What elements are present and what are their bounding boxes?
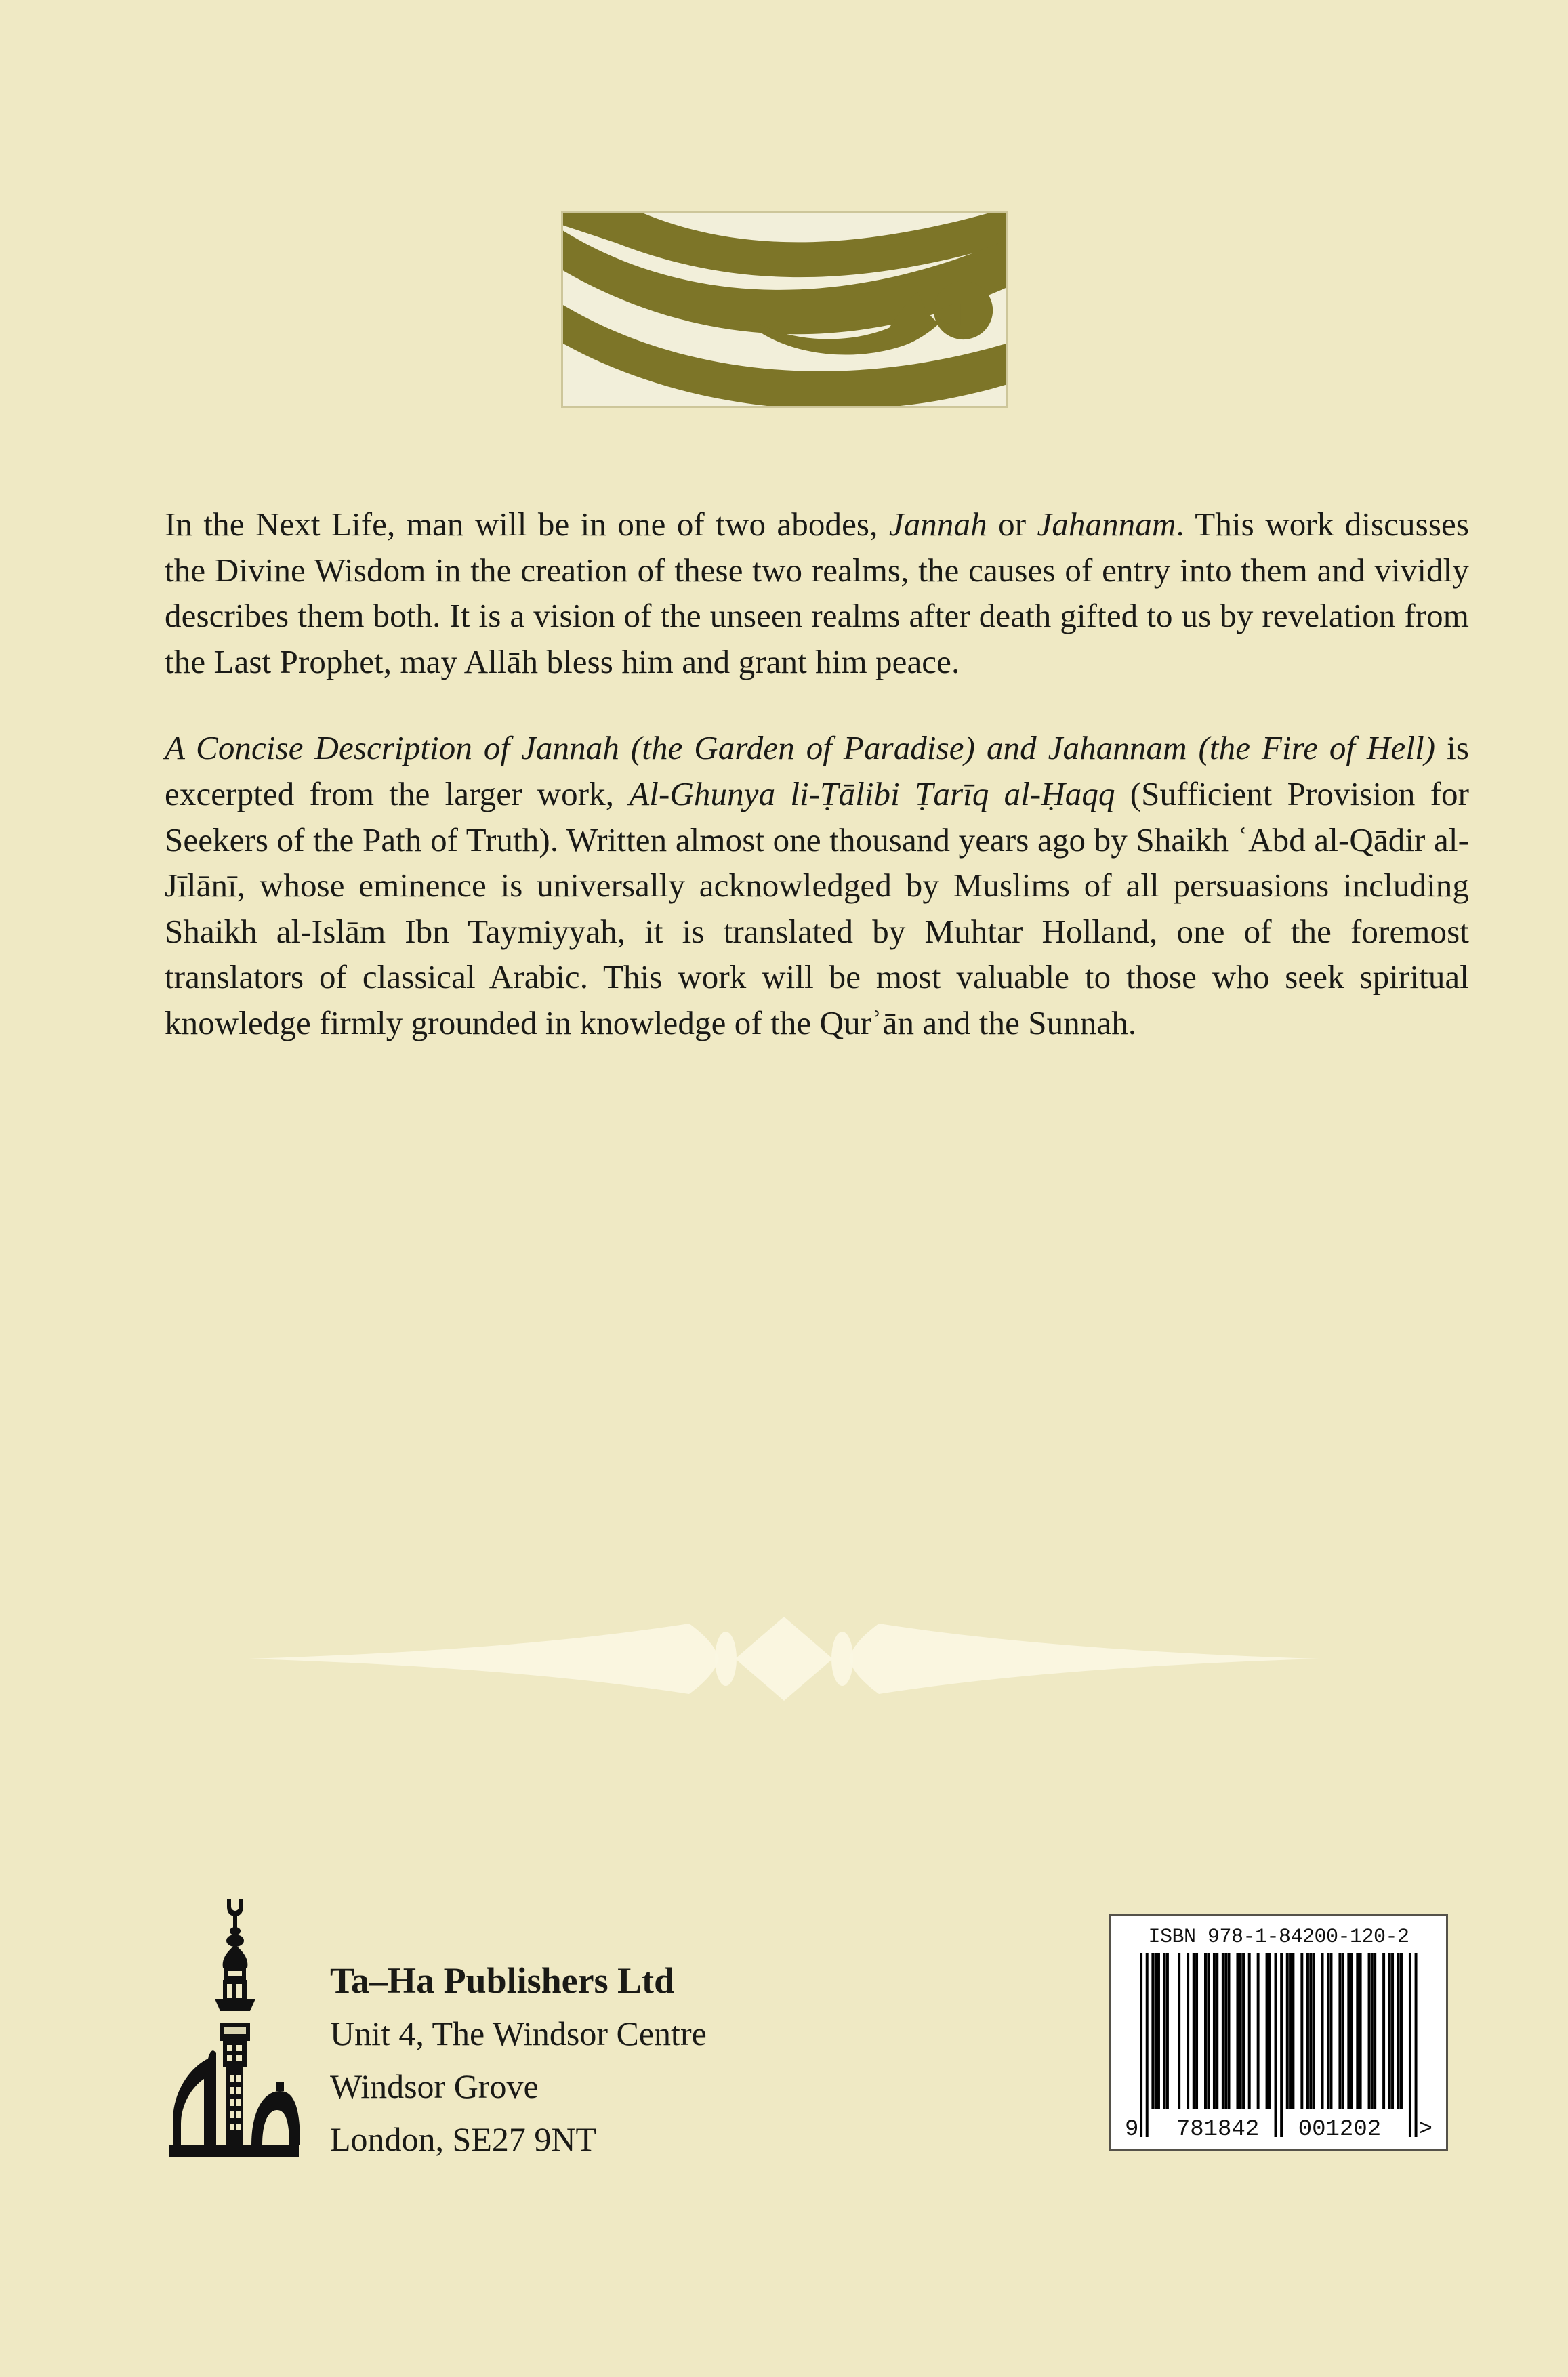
mosque-minaret-icon [166,1897,302,2162]
isbn-number-label: ISBN 978-1-84200-120-2 [1148,1926,1409,1949]
publisher-address-line-3: London, SE27 9NT [330,2120,597,2158]
p1-italic-jannah: Jannah [888,505,987,543]
emblem-frame [561,211,1008,408]
p1-segment-3: . This work discusses the Divine Wisdom in the creation of these two realms, the causes of entry into them and vividly describes them both. It is a vision of the unseen realms after death gifted to us by revelation from the Last Prophet, may Allāh bless him and grant him peace. [165,505,1470,680]
blurb-paragraph-2 [165,725,1469,1046]
barcode-quiet-zone-marker: > [1418,2117,1432,2143]
blurb-text-block [165,501,1469,1046]
p2-segment-2: (Sufficient Provision for Seekers of the Path of Truth). Written almost one thousand years ago by Shaikh ʿAbd al-Qādir al-Jīlānī, whose eminence is universally acknowledged by Muslims of all persuasions including Shaikh al-Islām Ibn Taymiyyah, it is translated by Muhtar Holland, one of the foremost translators of classical Arabic. This work will be most valuable to those who seek spiritual knowledge firmly grounded in knowledge of the Qurʾān and the Sunnah. [165,775,1469,1042]
p1-italic-jahannam: Jahannam [1037,505,1176,543]
blurb-paragraph-1 [165,501,1469,684]
publisher-emblem [561,211,1008,408]
barcode-icon [1122,1953,1435,2137]
p1-segment-1: In the Next Life, man will be in one of two abodes, [165,505,889,543]
barcode-digit-group-2: 001202 [1298,2117,1382,2143]
publisher-block [166,1897,707,2162]
barcode-bars [1122,1953,1435,2137]
publisher-address-line-2: Windsor Grove [330,2067,539,2105]
divider-flourish-icon [242,1611,1326,1706]
p2-italic-source-work: Al-Ghunya li-Ṭālibi Ṭarīq al-Ḥaqq [629,775,1115,813]
ta-ha-calligraphy-icon [563,213,1006,406]
isbn-barcode-box [1109,1914,1448,2151]
publisher-address-lines [330,1962,707,2162]
publisher-address-line-1: Unit 4, The Windsor Centre [330,2014,707,2052]
ornamental-divider [242,1611,1326,1706]
barcode-digit-group-1: 781842 [1176,2117,1260,2143]
p2-segment-1: is excerpted from the larger work, [165,729,1470,813]
p2-italic-book-title: A Concise Description of Jannah (the Garden of Paradise) and Jahannam (the Fire of Hell) [165,729,1436,767]
barcode-digit-left: 9 [1125,2117,1139,2143]
mosque-logo-container [166,1897,302,2162]
publisher-name: Ta–Ha Publishers Ltd [330,1960,675,2001]
p1-segment-2: or [987,505,1037,543]
